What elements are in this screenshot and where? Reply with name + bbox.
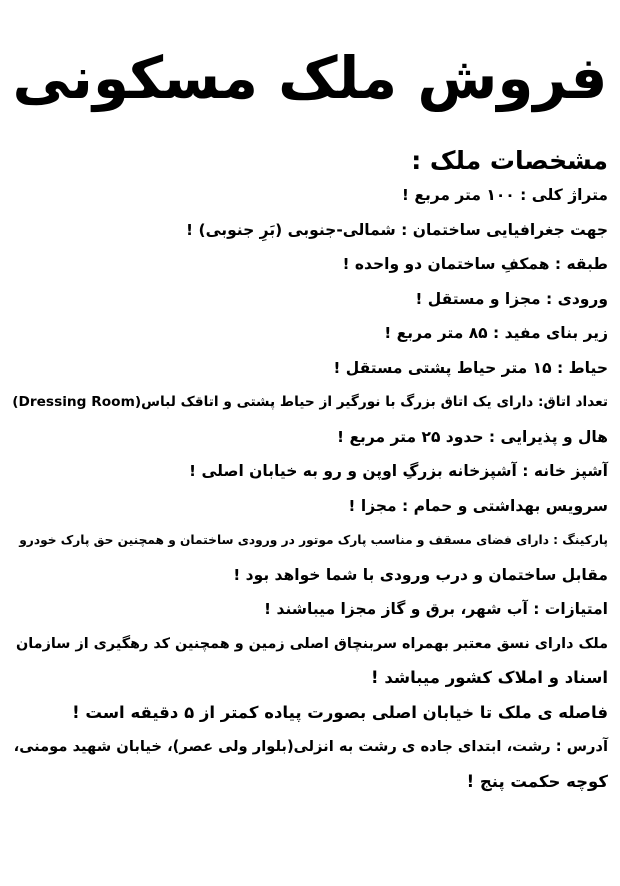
detail-line-yard: حیاط : ۱۵ متر حیاط پشتی مستقل ! <box>333 358 608 377</box>
detail-line-rooms: تعداد اتاق: دارای یک اتاق بزرگ با نورگیر از حیاط پشتی و اتاقک لباس(Dressing Room) <box>12 394 608 410</box>
detail-line-floor: طبقه : همکفِ ساختمان دو واحده ! <box>342 255 608 273</box>
detail-line-orientation: جهت جغرافیایی ساختمان : شمالی-جنوبی (بَرِ جنوبی) ! <box>186 220 608 239</box>
detail-line-bathroom: سرویس بهداشتی و حمام : مجزا ! <box>348 496 608 515</box>
detail-line-distance: فاصله ی ملک تا خیابان اصلی بصورت پیاده کمتر از ۵ دقیقه است ! <box>72 702 608 722</box>
detail-line-address: آدرس : رشت، ابتدای جاده ی رشت به انزلی(بلوار ولی عصر)، خیابان شهید مومنی، <box>13 738 608 755</box>
section-heading: مشخصات ملک : <box>411 146 608 175</box>
detail-line-kitchen: آشپز خانه : آشپزخانه بزرگِ اوپن و رو به خیابان اصلی ! <box>189 462 608 480</box>
detail-line-total-area: متراژ کلی : ۱۰۰ متر مربع ! <box>401 186 608 204</box>
detail-line-usable-area: زیر بنای مفید : ۸۵ متر مربع ! <box>384 324 608 342</box>
detail-line-living-room: هال و پذیرایی : حدود ۲۵ متر مربع ! <box>337 427 608 446</box>
property-details-list <box>8 180 608 801</box>
detail-line-address-continued: کوچه حکمت پنج ! <box>466 771 608 791</box>
page-title: فروش ملک مسکونی <box>12 44 608 112</box>
detail-line-parking-continued: مقابل ساختمان و درب ورودی با شما خواهد بود ! <box>233 565 608 584</box>
detail-line-deed: ملک دارای نسق معتبر بهمراه سربنچاق اصلی زمین و همچنین کد رهگیری از سازمان <box>16 635 608 652</box>
detail-line-utilities: امتیازات : آب شهر، برق و گاز مجزا میباشند ! <box>264 600 608 618</box>
detail-line-entrance: ورودی : مجزا و مستقل ! <box>415 289 608 308</box>
detail-line-parking: پارکینگ : دارای فضای مسقف و مناسب پارک موتور در ورودی ساختمان و همچنین حق پارک خودرو <box>19 533 608 547</box>
detail-line-deed-continued: اسناد و املاک کشور میباشد ! <box>371 668 608 687</box>
